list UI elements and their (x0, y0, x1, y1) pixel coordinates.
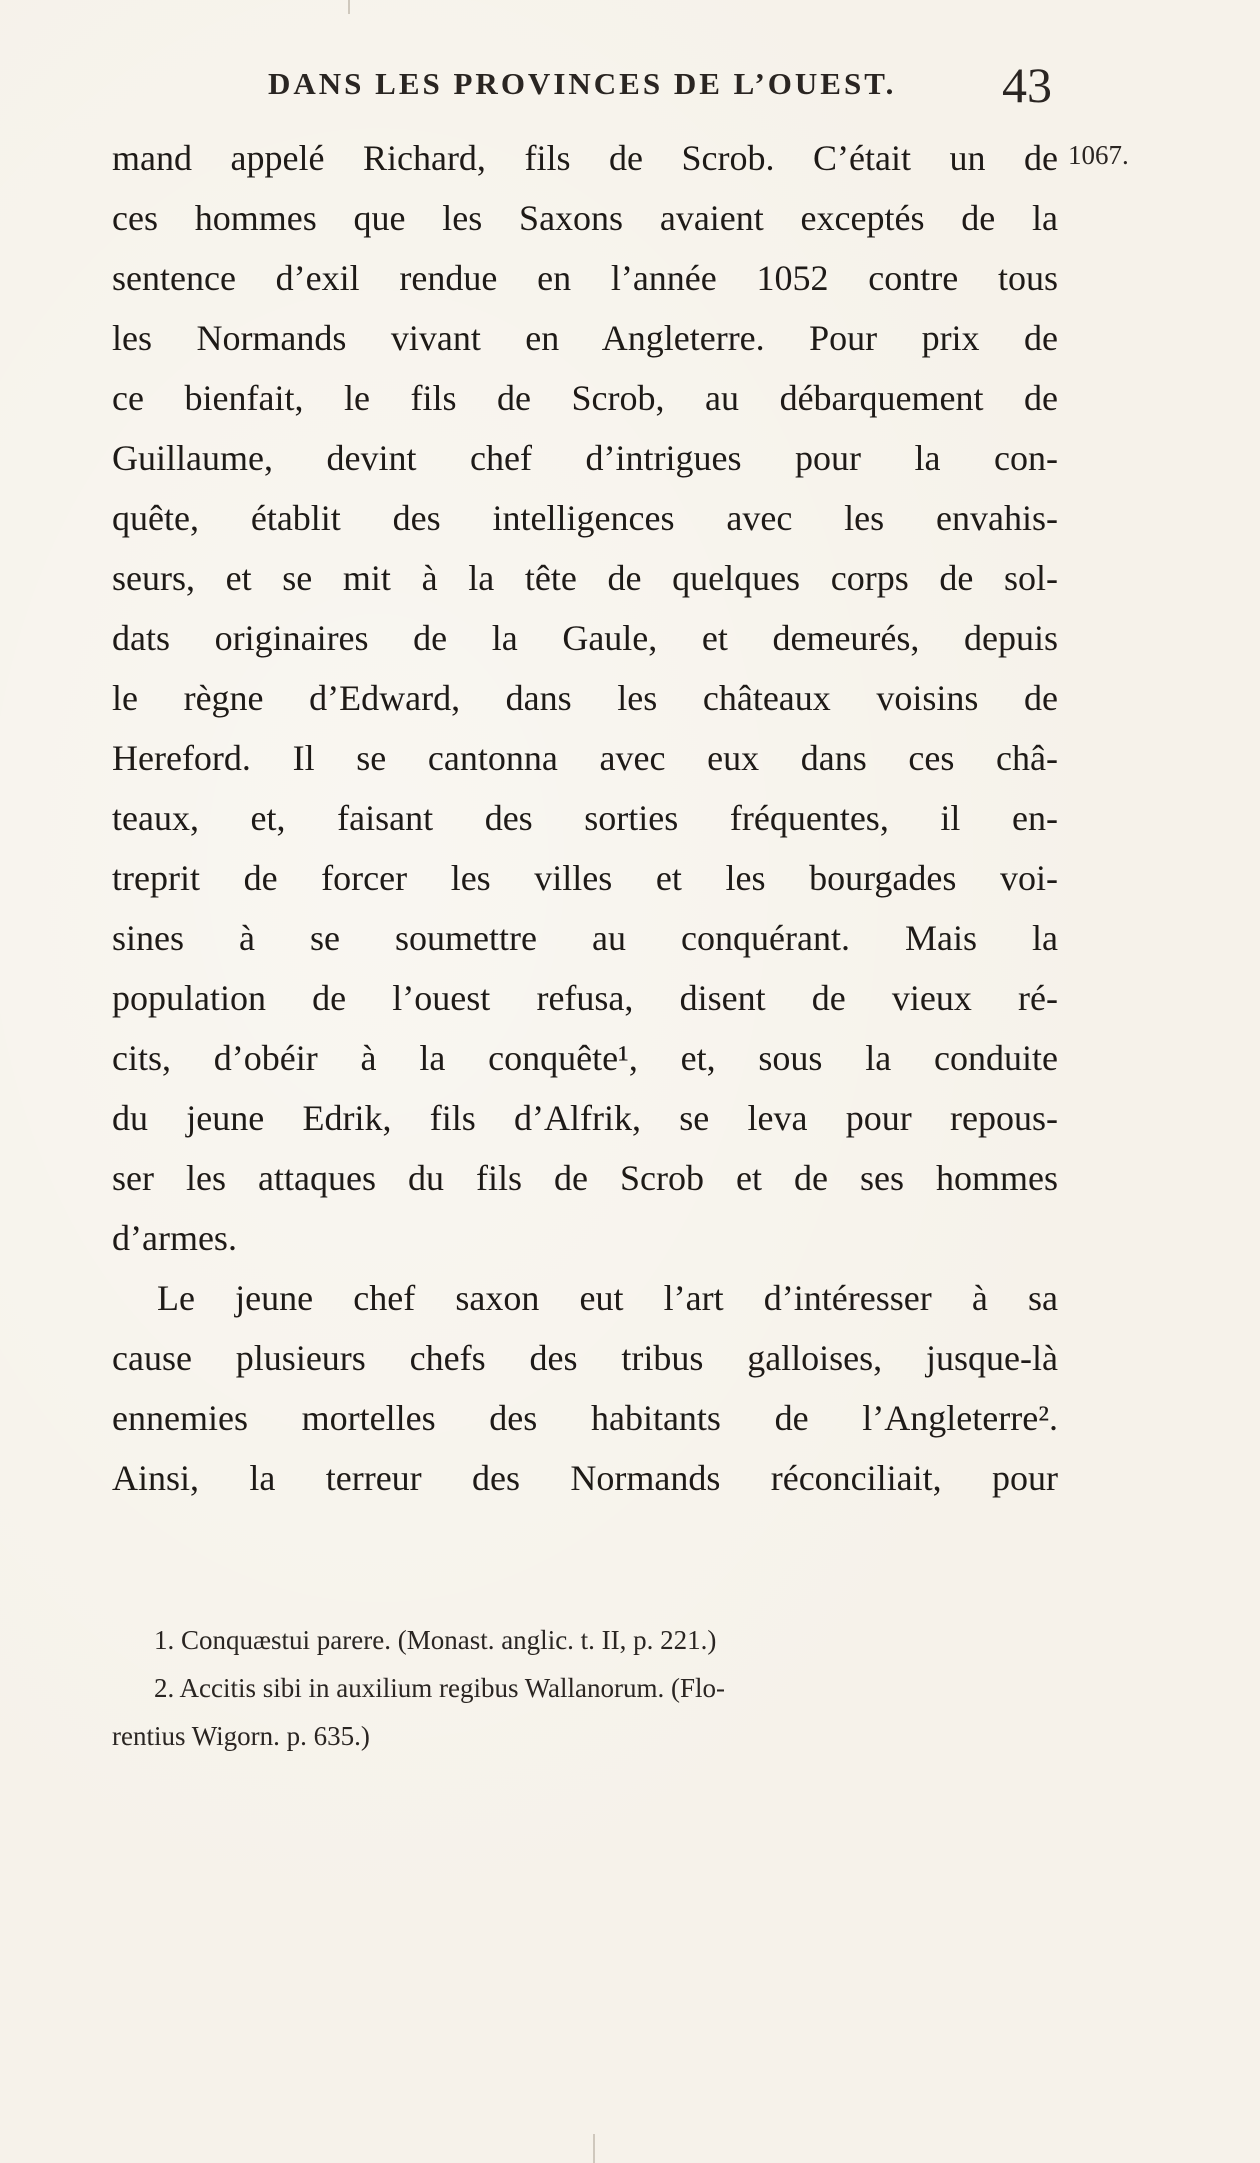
body-line: population de l’ouest refusa, disent de vieux ré- (112, 978, 1058, 1018)
page-number: 43 (1002, 57, 1052, 113)
margin-year-note: 1067. (1068, 140, 1129, 170)
footnote-2: 2. Accitis sibi in auxilium regibus Wallanorum. (Flo- (154, 1673, 726, 1703)
body-line: sines à se soumettre au conquérant. Mais la (112, 918, 1058, 958)
footnote-2-continuation: rentius Wigorn. p. 635.) (112, 1721, 370, 1751)
body-line: Guillaume, devint chef d’intrigues pour la con- (112, 438, 1058, 478)
body-line: cause plusieurs chefs des tribus galloises, jusque-là (112, 1338, 1058, 1378)
body-line: seurs, et se mit à la tête de quelques corps de sol- (112, 558, 1058, 598)
body-line: cits, d’obéir à la conquête¹, et, sous la conduite (112, 1038, 1058, 1078)
body-text (112, 128, 1058, 1508)
body-line: teaux, et, faisant des sorties fréquentes, il en- (112, 798, 1058, 838)
paper-crease (348, 0, 350, 14)
body-line: ser les attaques du fils de Scrob et de ses hommes (112, 1158, 1058, 1198)
footnotes (112, 1616, 1058, 1760)
body-line: ennemies mortelles des habitants de l’Angleterre². (112, 1398, 1058, 1438)
body-line: Hereford. Il se cantonna avec eux dans ces châ- (112, 738, 1058, 778)
body-line: treprit de forcer les villes et les bourgades voi- (112, 858, 1058, 898)
body-line: quête, établit des intelligences avec les envahis- (112, 498, 1058, 538)
body-line: dats originaires de la Gaule, et demeurés, depuis (112, 618, 1058, 658)
body-line: Ainsi, la terreur des Normands réconciliait, pour (112, 1458, 1058, 1498)
body-line: du jeune Edrik, fils d’Alfrik, se leva pour repous- (112, 1098, 1058, 1138)
body-line: les Normands vivant en Angleterre. Pour prix de (112, 318, 1058, 358)
body-line: sentence d’exil rendue en l’année 1052 contre tous (112, 258, 1058, 298)
body-line: d’armes. (112, 1218, 237, 1258)
body-line: le règne d’Edward, dans les châteaux voisins de (112, 678, 1058, 718)
paper-crease (593, 2134, 595, 2163)
body-line: mand appelé Richard, fils de Scrob. C’était un de (112, 138, 1058, 178)
running-title: DANS LES PROVINCES DE L’OUEST. (268, 66, 897, 101)
body-line: ce bienfait, le fils de Scrob, au débarquement de (112, 378, 1058, 418)
body-line: ces hommes que les Saxons avaient exceptés de la (112, 198, 1058, 238)
paragraph-first-line: Le jeune chef saxon eut l’art d’intéresser à sa (157, 1278, 1058, 1318)
footnote-1: 1. Conquæstui parere. (Monast. anglic. t. II, p. 221.) (154, 1625, 717, 1655)
